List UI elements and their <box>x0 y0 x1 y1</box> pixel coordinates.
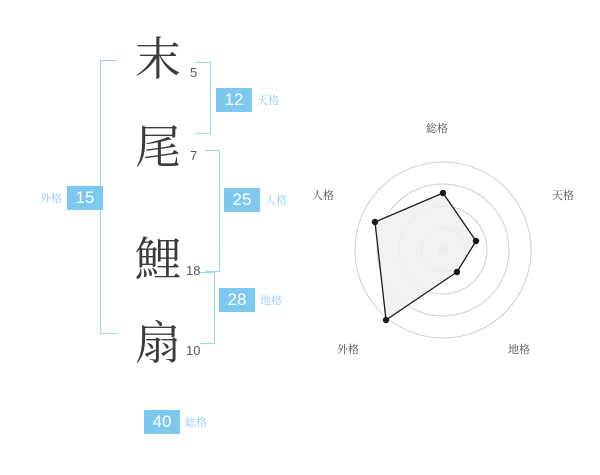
radar-chart-panel <box>300 0 600 470</box>
stroke-count-3: 18 <box>186 263 201 278</box>
soukaku-label: 総格 <box>185 417 207 429</box>
stroke-count-1: 5 <box>190 65 198 80</box>
tenkaku-bracket <box>196 62 211 134</box>
radar-series-polygon <box>372 190 479 323</box>
radar-axis-label-chikaku: 地格 <box>508 344 530 356</box>
jinkaku-label: 人格 <box>265 195 287 207</box>
name-character-4: 扇 <box>135 316 181 370</box>
jinkaku-value: 25 <box>224 188 260 212</box>
chikaku-bracket <box>200 272 215 344</box>
radar-axis-label-soukaku: 総格 <box>426 123 448 135</box>
name-character-2: 尾 <box>135 120 181 174</box>
soukaku-score <box>144 410 207 434</box>
gaikaku-label: 外格 <box>40 193 62 205</box>
name-character-1: 末 <box>135 32 181 86</box>
jinkaku-score <box>224 188 287 212</box>
name-analysis-panel <box>0 0 300 470</box>
chikaku-score <box>219 288 282 312</box>
name-character-3: 鯉 <box>135 232 181 286</box>
radar-axis-label-tenkaku: 天格 <box>552 190 574 202</box>
stroke-count-4: 10 <box>186 343 201 358</box>
gaikaku-score <box>40 186 103 210</box>
radar-axis-label-jinkaku: 人格 <box>312 190 334 202</box>
radar-chart-svg <box>300 0 600 470</box>
chikaku-label: 地格 <box>260 295 282 307</box>
jinkaku-bracket <box>205 150 220 272</box>
tenkaku-label: 天格 <box>257 95 279 107</box>
radar-axis-label-gaikaku: 外格 <box>337 344 359 356</box>
gaikaku-value: 15 <box>67 186 103 210</box>
tenkaku-score <box>216 88 279 112</box>
stroke-count-2: 7 <box>190 148 198 163</box>
tenkaku-value: 12 <box>216 88 252 112</box>
soukaku-value: 40 <box>144 410 180 434</box>
chikaku-value: 28 <box>219 288 255 312</box>
